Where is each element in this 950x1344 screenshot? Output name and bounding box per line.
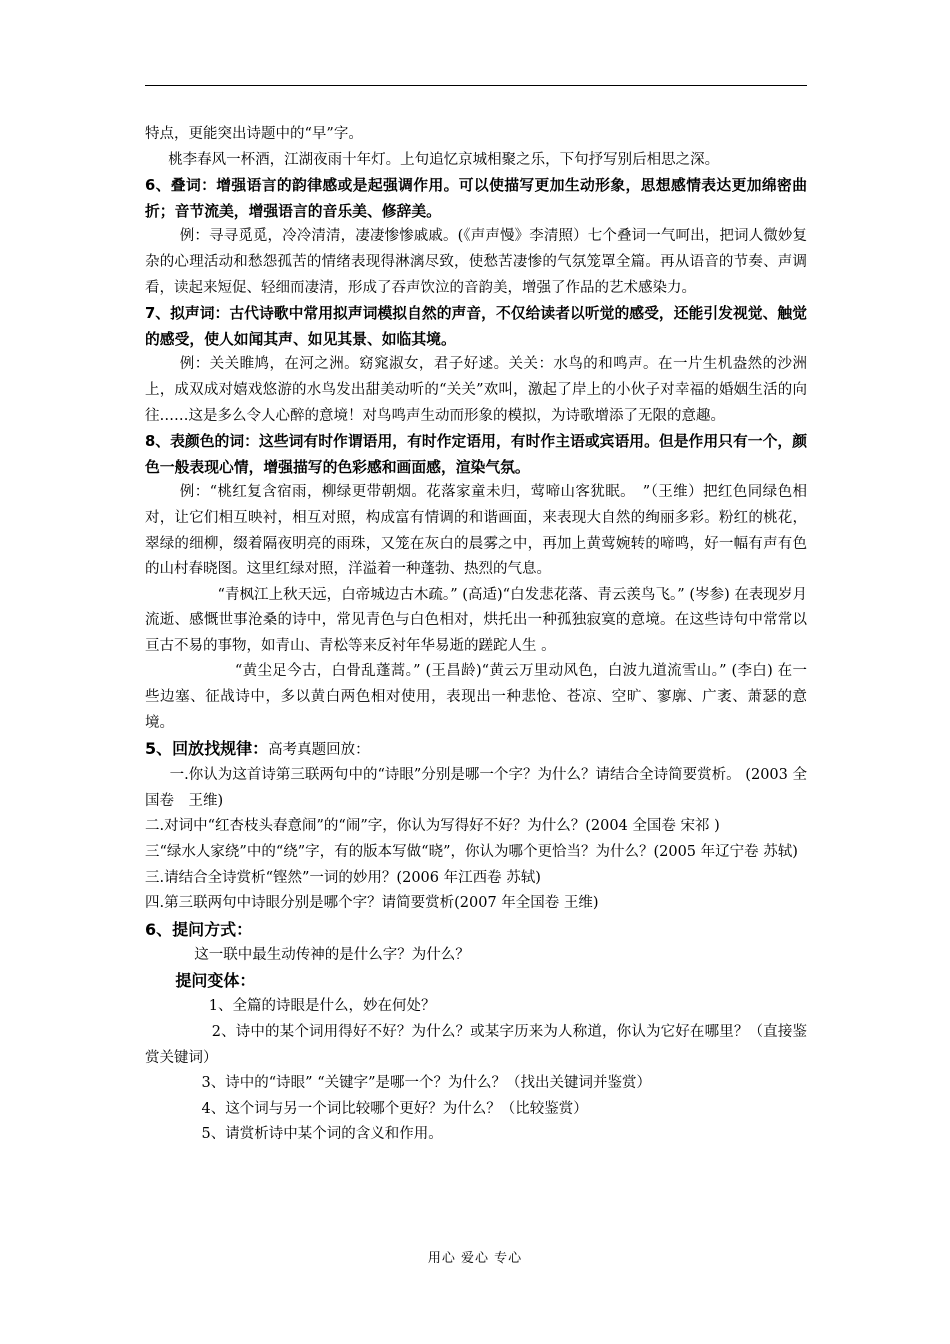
heading-review-sub: 高考真题回放：: [268, 742, 370, 759]
variant-2: 2、诗中的某个词用得好不好？为什么？或某字历来为人称道，你认为它好在哪里？（直接鉴赏关键词）: [145, 1024, 807, 1066]
heading-repeated-words: 6、叠词：增强语言的韵律感或是起强调作用。可以使描写更加生动形象，思想感情表达更加绵密曲折；音节流美，增强语言的音乐美、修辞美。: [145, 177, 807, 220]
heading-question-variants: 提问变体：: [175, 971, 256, 991]
page-content: [145, 122, 807, 1148]
heading-question-forms: 6、提问方式：: [145, 919, 253, 939]
exam-question-3: 三“绿水人家绕”中的“绕”字，有的版本写做“晓”，你认为哪个更恰当？为什么？(2005 年辽宁卷 苏轼): [145, 844, 798, 861]
paragraph-example-taoli: 桃李春风一杯酒，江湖夜雨十年灯。上句追忆京城相聚之乐，下句抒写别后相思之深。: [168, 151, 720, 168]
header-rule: [145, 85, 807, 86]
heading-review-title: 5、回放找规律：: [145, 739, 269, 759]
exam-question-1: 一.你认为这首诗第三联两句中的“诗眼”分别是哪一个字？为什么？请结合全诗简要赏析。 (2003 全国卷 王维): [145, 767, 807, 809]
heading-review: [145, 736, 807, 763]
variant-3: 3、诗中的“诗眼” “关键字”是哪一个？为什么？（找出关键词并鉴赏）: [201, 1075, 652, 1092]
paragraph-color-example-wangchangling: “黄尘足今古，白骨乱蓬蒿。” (王昌龄)“黄云万里动风色，白波九道流雪山。” (李白) 在一些边塞、征战诗中，多以黄白两色相对使用，表现出一种悲怆、苍凉、空旷、寥廓、广袤、萧瑟的意境。: [145, 663, 807, 731]
page-footer: 用心 爱心 专心: [427, 1251, 523, 1266]
variant-5: 5、请赏析诗中某个词的含义和作用。: [201, 1126, 443, 1143]
paragraph-repeated-words-example: 例：寻寻觅觅，冷冷清清，凄凄惨惨戚戚。(《声声慢》李清照）七个叠词一气呵出，把词人微妙复杂的心理活动和愁怨孤苦的情绪表现得淋漓尽致，使愁苦凄惨的气氛笼罩全篇。再从语音的节奏、声调看，读起来短促、轻细而凄清，形成了吞声饮泣的音韵美，增强了作品的艺术感染力。: [145, 228, 807, 296]
exam-question-5: 四.第三联两句中诗眼分别是哪个字？请简要赏析(2007 年全国卷 王维): [145, 895, 599, 912]
heading-color-words: 8、表颜色的词：这些词有时作谓语用，有时作定语用，有时作主语或宾语用。但是作用只有一个，颜色一般表现心情，增强描写的色彩感和画面感，渲染气氛。: [145, 433, 807, 476]
exam-question-4: 三.请结合全诗赏析“铿然”一词的妙用？(2006 年江西卷 苏轼): [145, 869, 541, 886]
question-form-main: 这一联中最生动传神的是什么字？为什么？: [194, 946, 470, 963]
paragraph-continuation: 特点，更能突出诗题中的“早”字。: [145, 126, 363, 142]
paragraph-color-example-wangwei: 例：“桃红复含宿雨，柳绿更带朝烟。花落家童未归，莺啼山客犹眠。 ”（王维）把红色同绿色相对，让它们相互映衬，相互对照，构成富有情调的和谐画面，来表现大自然的绚丽多彩。粉红的桃花，翠绿的细柳，缀着隔夜明亮的雨珠，又笼在灰白的晨雾之中，再加上黄莺婉转的啼鸣，好一幅有声有色的山村春晓图。这里红绿对照，洋溢着一种蓬勃、热烈的气息。: [145, 484, 807, 578]
paragraph-onomatopoeia-example: 例：关关睢鸠，在河之洲。窈窕淑女，君子好逑。关关：水鸟的和鸣声。在一片生机盎然的沙洲上，成双成对嬉戏悠游的水鸟发出甜美动听的“关关”欢叫，激起了岸上的小伙子对幸福的婚姻生活的向往……这是多么令人心醉的意境！对鸟鸣声生动而形象的模拟，为诗歌增添了无限的意趣。: [145, 356, 807, 424]
variant-4: 4、这个词与另一个词比较哪个更好？为什么？（比较鉴赏）: [201, 1100, 588, 1117]
heading-onomatopoeia: 7、拟声词：古代诗歌中常用拟声词模拟自然的声音，不仅给读者以听觉的感受，还能引发视觉、触觉的感受，使人如闻其声、如见其景、如临其境。: [145, 305, 807, 348]
exam-question-2: 二.对词中“红杏枝头春意闹”的“闹”字，你认为写得好不好？为什么？(2004 全国卷 宋祁 ): [145, 818, 720, 835]
paragraph-color-example-gaoshi: “青枫江上秋天远，白帝城边古木疏。” (高适)“白发悲花落、青云羡鸟飞。” (岑参) 在表现岁月流逝、感慨世事沧桑的诗中，常见青色与白色相对，烘托出一种孤独寂寞的意境。在这些诗句中常常以亘古不易的事物，如青山、青松等来反衬年华易逝的蹉跎人生 。: [145, 586, 807, 654]
variant-1: 1、全篇的诗眼是什么，妙在何处？: [208, 998, 436, 1015]
